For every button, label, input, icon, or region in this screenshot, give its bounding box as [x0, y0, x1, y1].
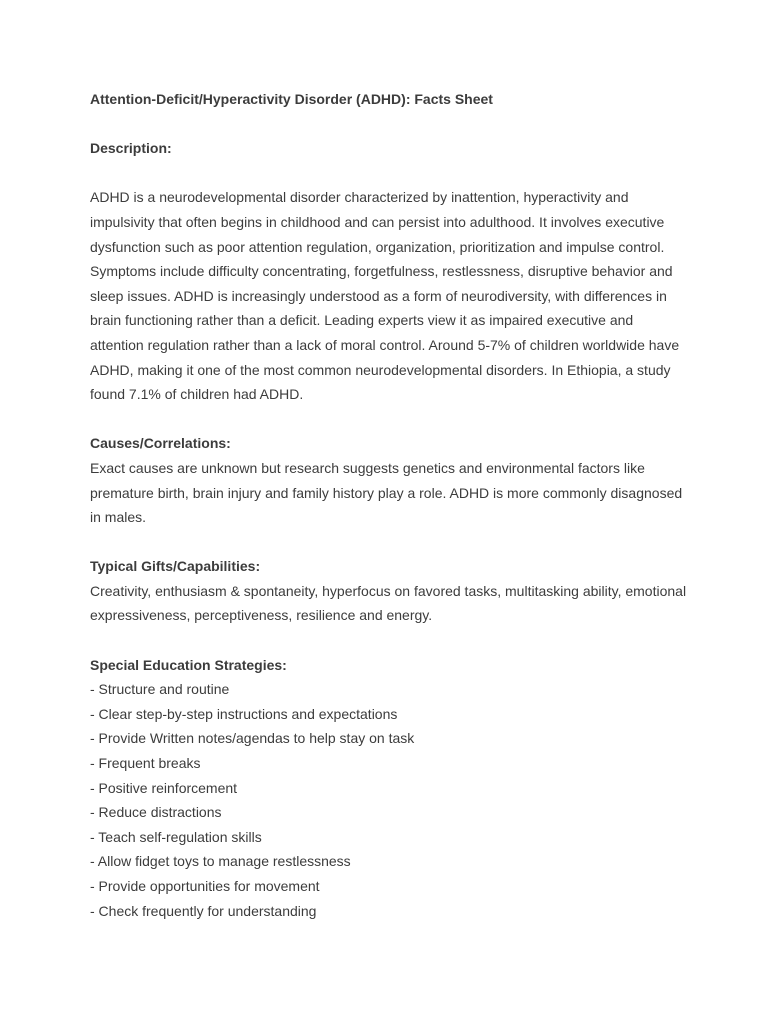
list-item: - Structure and routine — [90, 681, 230, 698]
causes-heading: Causes/Correlations: — [90, 435, 231, 452]
spacer — [90, 530, 690, 555]
list-item: - Clear step-by-step instructions and expectations — [90, 705, 398, 722]
list-item: - Allow fidget toys to manage restlessness — [90, 853, 351, 870]
description-heading: Description: — [90, 140, 172, 157]
list-item: - Reduce distractions — [90, 804, 222, 821]
spacer — [90, 407, 690, 432]
list-item: - Frequent breaks — [90, 755, 201, 772]
list-item: - Provide opportunities for movement — [90, 878, 320, 894]
list-item: - Positive reinforcement — [90, 779, 238, 796]
list-item: - Teach self-regulation skills — [90, 828, 262, 845]
description-text: ADHD is a neurodevelopmental disorder characterized by inattention, hyperactivity and impulsivity that often begins in childhood and can persist into adulthood. It involves executive dysfunction such as poor attention regulation, organization, prioritization and impulse control. Symptoms include difficulty concentrating, forgetfulness, restlessness, disruptive behavior and sleep issues. ADHD is increasingly understood as a form of neurodiversity, with differences in brain functioning rather than a deficit. Leading experts view it as impaired executive and attention regulation rather than a lack of moral control. Around 5-7% of children worldwide have ADHD, making it one of the most common neurodevelopmental disorders. In Ethiopia, a study found 7.1% of children had ADHD. — [90, 189, 680, 403]
list-item: - Provide Written notes/agendas to help stay on task — [90, 730, 415, 747]
spacer — [90, 628, 690, 653]
document-title: Attention-Deficit/Hyperactivity Disorder (ADHD): Facts Sheet — [90, 91, 493, 107]
list-item: - Check frequently for understanding — [90, 902, 317, 919]
document-page — [90, 87, 690, 923]
spacer — [90, 112, 690, 137]
strategies-heading: Special Education Strategies: — [90, 656, 287, 673]
spacer — [90, 161, 690, 186]
causes-text: Exact causes are unknown but research suggests genetics and environmental factors like premature birth, brain injury and family history play a role. ADHD is more commonly disagnosed in males. — [90, 459, 683, 526]
strategies-list — [90, 677, 690, 923]
gifts-heading: Typical Gifts/Capabilities: — [90, 558, 261, 575]
gifts-text: Creativity, enthusiasm & spontaneity, hyperfocus on favored tasks, multitasking ability, emotional expressiveness, perceptiveness, resilience and energy. — [90, 582, 687, 624]
